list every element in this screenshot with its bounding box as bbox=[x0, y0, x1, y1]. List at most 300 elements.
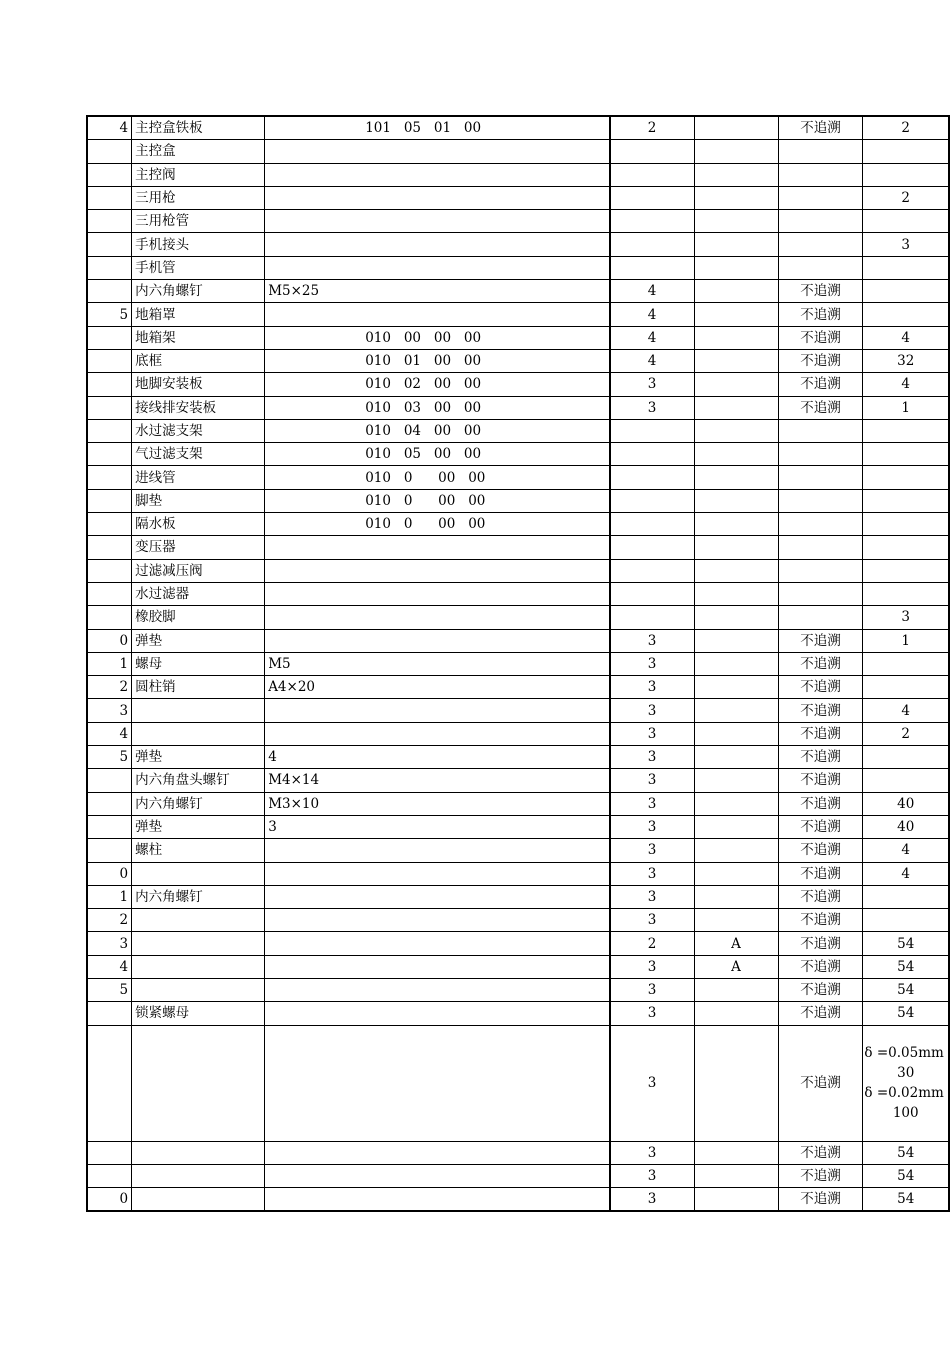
part-name-cell: 螺母 bbox=[132, 652, 265, 675]
level-cell: 3 bbox=[610, 1002, 694, 1025]
row-number-cell bbox=[87, 559, 132, 582]
level-cell: 4 bbox=[610, 280, 694, 303]
table-row bbox=[87, 722, 949, 745]
part-spec-cell bbox=[265, 699, 610, 722]
row-number-cell: 1 bbox=[87, 652, 132, 675]
level-cell: 3 bbox=[610, 815, 694, 838]
value-cell: 54 bbox=[863, 1002, 949, 1025]
value-cell: 3 bbox=[863, 233, 949, 256]
level-cell: 3 bbox=[610, 699, 694, 722]
part-name-cell: 内六角螺钉 bbox=[132, 280, 265, 303]
class-cell bbox=[694, 1025, 778, 1141]
row-number-cell bbox=[87, 419, 132, 442]
trace-cell bbox=[778, 559, 863, 582]
part-name-cell: 手机管 bbox=[132, 256, 265, 279]
part-name-cell: 圆柱销 bbox=[132, 676, 265, 699]
trace-cell: 不追溯 bbox=[778, 862, 863, 885]
class-cell bbox=[694, 373, 778, 396]
row-number-cell bbox=[87, 1141, 132, 1164]
class-cell bbox=[694, 163, 778, 186]
part-spec-cell: 010 0 00 00 bbox=[265, 513, 610, 536]
class-cell bbox=[694, 676, 778, 699]
part-spec-cell: 010 02 00 00 bbox=[265, 373, 610, 396]
trace-cell bbox=[778, 256, 863, 279]
value-cell: 4 bbox=[863, 862, 949, 885]
part-spec-cell: M4×14 bbox=[265, 769, 610, 792]
class-cell bbox=[694, 140, 778, 163]
class-cell bbox=[694, 233, 778, 256]
part-spec-cell bbox=[265, 536, 610, 559]
level-cell bbox=[610, 466, 694, 489]
value-cell: 2 bbox=[863, 722, 949, 745]
class-cell bbox=[694, 1002, 778, 1025]
level-cell bbox=[610, 582, 694, 605]
row-number-cell bbox=[87, 513, 132, 536]
row-number-cell: 5 bbox=[87, 978, 132, 1001]
table-row bbox=[87, 1025, 949, 1141]
part-name-cell bbox=[132, 932, 265, 955]
class-cell bbox=[694, 629, 778, 652]
trace-cell: 不追溯 bbox=[778, 280, 863, 303]
level-cell bbox=[610, 489, 694, 512]
level-cell bbox=[610, 606, 694, 629]
value-cell: 40 bbox=[863, 792, 949, 815]
part-spec-cell: 010 0 00 00 bbox=[265, 489, 610, 512]
class-cell bbox=[694, 303, 778, 326]
part-spec-cell bbox=[265, 722, 610, 745]
trace-cell: 不追溯 bbox=[778, 769, 863, 792]
part-name-cell bbox=[132, 1188, 265, 1212]
level-cell: 3 bbox=[610, 1188, 694, 1212]
value-cell: 4 bbox=[863, 326, 949, 349]
part-name-cell: 进线管 bbox=[132, 466, 265, 489]
class-cell bbox=[694, 909, 778, 932]
row-number-cell bbox=[87, 582, 132, 605]
part-name-cell: 内六角螺钉 bbox=[132, 885, 265, 908]
trace-cell: 不追溯 bbox=[778, 303, 863, 326]
row-number-cell bbox=[87, 536, 132, 559]
class-cell: A bbox=[694, 932, 778, 955]
part-spec-cell bbox=[265, 862, 610, 885]
class-cell bbox=[694, 326, 778, 349]
part-spec-cell bbox=[265, 582, 610, 605]
part-name-cell bbox=[132, 978, 265, 1001]
row-number-cell: 3 bbox=[87, 699, 132, 722]
table-row bbox=[87, 303, 949, 326]
level-cell: 3 bbox=[610, 769, 694, 792]
row-number-cell: 2 bbox=[87, 676, 132, 699]
part-spec-cell: 010 01 00 00 bbox=[265, 349, 610, 372]
level-cell: 3 bbox=[610, 955, 694, 978]
level-cell: 4 bbox=[610, 326, 694, 349]
class-cell bbox=[694, 559, 778, 582]
class-cell bbox=[694, 792, 778, 815]
level-cell bbox=[610, 419, 694, 442]
level-cell: 4 bbox=[610, 349, 694, 372]
row-number-cell bbox=[87, 769, 132, 792]
part-spec-cell bbox=[265, 839, 610, 862]
part-spec-cell bbox=[265, 256, 610, 279]
row-number-cell: 0 bbox=[87, 1188, 132, 1212]
part-name-cell: 弹垫 bbox=[132, 629, 265, 652]
level-cell: 3 bbox=[610, 373, 694, 396]
class-cell bbox=[694, 210, 778, 233]
value-cell bbox=[863, 652, 949, 675]
class-cell bbox=[694, 582, 778, 605]
value-cell bbox=[863, 559, 949, 582]
row-number-cell bbox=[87, 606, 132, 629]
part-name-cell: 隔水板 bbox=[132, 513, 265, 536]
trace-cell: 不追溯 bbox=[778, 396, 863, 419]
part-name-cell: 过滤减压阀 bbox=[132, 559, 265, 582]
class-cell bbox=[694, 1141, 778, 1164]
tolerance-note-line: 100 bbox=[892, 1105, 919, 1122]
table-row bbox=[87, 396, 949, 419]
table-row bbox=[87, 559, 949, 582]
part-name-cell bbox=[132, 862, 265, 885]
trace-cell: 不追溯 bbox=[778, 839, 863, 862]
value-cell: 40 bbox=[863, 815, 949, 838]
table-row bbox=[87, 233, 949, 256]
part-name-cell: 弹垫 bbox=[132, 746, 265, 769]
value-cell: 54 bbox=[863, 932, 949, 955]
class-cell bbox=[694, 862, 778, 885]
part-spec-cell bbox=[265, 955, 610, 978]
part-spec-cell bbox=[265, 1025, 610, 1141]
part-name-cell: 气过滤支架 bbox=[132, 443, 265, 466]
value-cell: 2 bbox=[863, 116, 949, 140]
part-name-cell: 地脚安装板 bbox=[132, 373, 265, 396]
part-spec-cell: 010 05 00 00 bbox=[265, 443, 610, 466]
part-name-cell: 变压器 bbox=[132, 536, 265, 559]
table-row bbox=[87, 326, 949, 349]
part-name-cell: 底框 bbox=[132, 349, 265, 372]
class-cell bbox=[694, 186, 778, 209]
class-cell bbox=[694, 116, 778, 140]
row-number-cell bbox=[87, 466, 132, 489]
level-cell: 3 bbox=[610, 885, 694, 908]
tolerance-note-line: δ =0.05mm bbox=[864, 1045, 944, 1062]
level-cell bbox=[610, 513, 694, 536]
parts-table-body bbox=[87, 116, 949, 1211]
level-cell: 3 bbox=[610, 978, 694, 1001]
table-row bbox=[87, 699, 949, 722]
tolerance-note-line: 30 bbox=[897, 1065, 915, 1082]
row-number-cell bbox=[87, 396, 132, 419]
level-cell: 3 bbox=[610, 862, 694, 885]
row-number-cell bbox=[87, 815, 132, 838]
part-name-cell bbox=[132, 699, 265, 722]
trace-cell: 不追溯 bbox=[778, 909, 863, 932]
value-cell bbox=[863, 210, 949, 233]
trace-cell: 不追溯 bbox=[778, 652, 863, 675]
row-number-cell bbox=[87, 163, 132, 186]
part-name-cell: 橡胶脚 bbox=[132, 606, 265, 629]
part-name-cell: 水过滤支架 bbox=[132, 419, 265, 442]
trace-cell: 不追溯 bbox=[778, 349, 863, 372]
value-cell bbox=[863, 676, 949, 699]
table-row bbox=[87, 210, 949, 233]
part-spec-cell: 010 03 00 00 bbox=[265, 396, 610, 419]
value-cell bbox=[863, 466, 949, 489]
value-cell: 54 bbox=[863, 1164, 949, 1187]
trace-cell: 不追溯 bbox=[778, 1002, 863, 1025]
level-cell bbox=[610, 210, 694, 233]
trace-cell bbox=[778, 140, 863, 163]
level-cell: 2 bbox=[610, 116, 694, 140]
part-spec-cell: 010 00 00 00 bbox=[265, 326, 610, 349]
table-row bbox=[87, 792, 949, 815]
trace-cell: 不追溯 bbox=[778, 373, 863, 396]
part-name-cell bbox=[132, 1025, 265, 1141]
row-number-cell bbox=[87, 280, 132, 303]
class-cell bbox=[694, 815, 778, 838]
value-cell: 4 bbox=[863, 839, 949, 862]
table-row bbox=[87, 839, 949, 862]
value-cell bbox=[863, 256, 949, 279]
part-spec-cell bbox=[265, 210, 610, 233]
level-cell: 3 bbox=[610, 629, 694, 652]
part-name-cell: 螺柱 bbox=[132, 839, 265, 862]
part-name-cell: 锁紧螺母 bbox=[132, 1002, 265, 1025]
part-spec-cell: 101 05 01 00 bbox=[265, 116, 610, 140]
value-cell bbox=[863, 163, 949, 186]
part-name-cell: 主控盒铁板 bbox=[132, 116, 265, 140]
trace-cell: 不追溯 bbox=[778, 815, 863, 838]
part-name-cell: 接线排安装板 bbox=[132, 396, 265, 419]
row-number-cell: 4 bbox=[87, 116, 132, 140]
part-spec-cell bbox=[265, 932, 610, 955]
part-name-cell: 弹垫 bbox=[132, 815, 265, 838]
level-cell: 3 bbox=[610, 1164, 694, 1187]
row-number-cell bbox=[87, 326, 132, 349]
class-cell bbox=[694, 536, 778, 559]
value-cell bbox=[863, 489, 949, 512]
table-row bbox=[87, 932, 949, 955]
value-cell bbox=[863, 303, 949, 326]
part-name-cell: 主控阀 bbox=[132, 163, 265, 186]
row-number-cell bbox=[87, 349, 132, 372]
level-cell bbox=[610, 559, 694, 582]
level-cell: 4 bbox=[610, 303, 694, 326]
value-cell: 54 bbox=[863, 1188, 949, 1212]
trace-cell: 不追溯 bbox=[778, 676, 863, 699]
trace-cell bbox=[778, 233, 863, 256]
table-row bbox=[87, 373, 949, 396]
value-cell bbox=[863, 769, 949, 792]
part-spec-cell bbox=[265, 909, 610, 932]
value-cell: 1 bbox=[863, 396, 949, 419]
parts-table bbox=[86, 115, 950, 1212]
trace-cell: 不追溯 bbox=[778, 1141, 863, 1164]
class-cell bbox=[694, 443, 778, 466]
trace-cell bbox=[778, 536, 863, 559]
trace-cell: 不追溯 bbox=[778, 1164, 863, 1187]
value-cell: 3 bbox=[863, 606, 949, 629]
row-number-cell bbox=[87, 373, 132, 396]
table-row bbox=[87, 1164, 949, 1187]
value-cell bbox=[863, 140, 949, 163]
class-cell bbox=[694, 885, 778, 908]
trace-cell: 不追溯 bbox=[778, 885, 863, 908]
table-row bbox=[87, 909, 949, 932]
value-cell bbox=[863, 280, 949, 303]
part-name-cell: 地箱罩 bbox=[132, 303, 265, 326]
part-spec-cell bbox=[265, 303, 610, 326]
value-cell: 54 bbox=[863, 978, 949, 1001]
table-row bbox=[87, 1141, 949, 1164]
value-cell: 1 bbox=[863, 629, 949, 652]
class-cell bbox=[694, 606, 778, 629]
row-number-cell bbox=[87, 1025, 132, 1141]
part-spec-cell bbox=[265, 978, 610, 1001]
level-cell: 2 bbox=[610, 932, 694, 955]
row-number-cell: 5 bbox=[87, 746, 132, 769]
part-spec-cell: 4 bbox=[265, 746, 610, 769]
part-name-cell: 三用枪管 bbox=[132, 210, 265, 233]
level-cell bbox=[610, 186, 694, 209]
row-number-cell: 3 bbox=[87, 932, 132, 955]
table-row bbox=[87, 769, 949, 792]
part-spec-cell bbox=[265, 163, 610, 186]
class-cell bbox=[694, 256, 778, 279]
value-cell bbox=[863, 443, 949, 466]
row-number-cell bbox=[87, 210, 132, 233]
row-number-cell: 4 bbox=[87, 722, 132, 745]
trace-cell bbox=[778, 443, 863, 466]
part-name-cell: 内六角螺钉 bbox=[132, 792, 265, 815]
trace-cell: 不追溯 bbox=[778, 116, 863, 140]
level-cell bbox=[610, 536, 694, 559]
table-row bbox=[87, 885, 949, 908]
row-number-cell bbox=[87, 1164, 132, 1187]
table-row bbox=[87, 1188, 949, 1212]
trace-cell bbox=[778, 163, 863, 186]
part-spec-cell bbox=[265, 1141, 610, 1164]
row-number-cell bbox=[87, 792, 132, 815]
part-spec-cell bbox=[265, 559, 610, 582]
level-cell bbox=[610, 233, 694, 256]
table-row bbox=[87, 163, 949, 186]
table-row bbox=[87, 862, 949, 885]
trace-cell: 不追溯 bbox=[778, 978, 863, 1001]
part-spec-cell: 010 04 00 00 bbox=[265, 419, 610, 442]
part-spec-cell bbox=[265, 1002, 610, 1025]
part-name-cell: 三用枪 bbox=[132, 186, 265, 209]
class-cell bbox=[694, 1164, 778, 1187]
part-spec-cell bbox=[265, 186, 610, 209]
row-number-cell: 5 bbox=[87, 303, 132, 326]
part-name-cell: 地箱架 bbox=[132, 326, 265, 349]
table-row bbox=[87, 256, 949, 279]
trace-cell: 不追溯 bbox=[778, 792, 863, 815]
row-number-cell bbox=[87, 186, 132, 209]
level-cell: 3 bbox=[610, 1025, 694, 1141]
part-spec-cell bbox=[265, 1188, 610, 1212]
class-cell bbox=[694, 978, 778, 1001]
table-row bbox=[87, 955, 949, 978]
value-cell: 32 bbox=[863, 349, 949, 372]
trace-cell bbox=[778, 582, 863, 605]
part-spec-cell: 3 bbox=[265, 815, 610, 838]
level-cell: 3 bbox=[610, 722, 694, 745]
table-row bbox=[87, 815, 949, 838]
value-cell: 4 bbox=[863, 699, 949, 722]
class-cell bbox=[694, 839, 778, 862]
part-spec-cell: M5 bbox=[265, 652, 610, 675]
table-row bbox=[87, 652, 949, 675]
part-name-cell bbox=[132, 722, 265, 745]
trace-cell: 不追溯 bbox=[778, 746, 863, 769]
part-spec-cell bbox=[265, 885, 610, 908]
level-cell bbox=[610, 256, 694, 279]
table-row bbox=[87, 419, 949, 442]
level-cell: 3 bbox=[610, 1141, 694, 1164]
table-row bbox=[87, 536, 949, 559]
trace-cell: 不追溯 bbox=[778, 699, 863, 722]
class-cell bbox=[694, 419, 778, 442]
row-number-cell: 0 bbox=[87, 629, 132, 652]
part-spec-cell bbox=[265, 629, 610, 652]
part-spec-cell bbox=[265, 140, 610, 163]
class-cell bbox=[694, 699, 778, 722]
table-row bbox=[87, 140, 949, 163]
table-row bbox=[87, 349, 949, 372]
part-spec-cell: 010 0 00 00 bbox=[265, 466, 610, 489]
level-cell: 3 bbox=[610, 676, 694, 699]
value-cell bbox=[863, 536, 949, 559]
value-cell: 54 bbox=[863, 1141, 949, 1164]
value-cell bbox=[863, 513, 949, 536]
class-cell bbox=[694, 722, 778, 745]
trace-cell bbox=[778, 210, 863, 233]
row-number-cell bbox=[87, 839, 132, 862]
part-name-cell bbox=[132, 955, 265, 978]
level-cell bbox=[610, 163, 694, 186]
row-number-cell bbox=[87, 443, 132, 466]
part-spec-cell bbox=[265, 1164, 610, 1187]
level-cell: 3 bbox=[610, 746, 694, 769]
level-cell: 3 bbox=[610, 792, 694, 815]
part-spec-cell bbox=[265, 606, 610, 629]
row-number-cell bbox=[87, 140, 132, 163]
row-number-cell: 4 bbox=[87, 955, 132, 978]
part-name-cell: 水过滤器 bbox=[132, 582, 265, 605]
part-name-cell bbox=[132, 1164, 265, 1187]
part-name-cell: 脚垫 bbox=[132, 489, 265, 512]
value-cell: 54 bbox=[863, 955, 949, 978]
tolerance-note-line: δ =0.02mm bbox=[864, 1085, 944, 1102]
table-row bbox=[87, 676, 949, 699]
level-cell: 3 bbox=[610, 909, 694, 932]
table-row bbox=[87, 746, 949, 769]
table-row bbox=[87, 466, 949, 489]
class-cell: A bbox=[694, 955, 778, 978]
class-cell bbox=[694, 769, 778, 792]
part-name-cell: 内六角盘头螺钉 bbox=[132, 769, 265, 792]
table-row bbox=[87, 629, 949, 652]
trace-cell: 不追溯 bbox=[778, 1025, 863, 1141]
class-cell bbox=[694, 489, 778, 512]
trace-cell: 不追溯 bbox=[778, 722, 863, 745]
part-name-cell: 手机接头 bbox=[132, 233, 265, 256]
table-row bbox=[87, 443, 949, 466]
table-row bbox=[87, 513, 949, 536]
value-cell bbox=[863, 1025, 949, 1141]
trace-cell: 不追溯 bbox=[778, 629, 863, 652]
class-cell bbox=[694, 396, 778, 419]
value-cell: 4 bbox=[863, 373, 949, 396]
